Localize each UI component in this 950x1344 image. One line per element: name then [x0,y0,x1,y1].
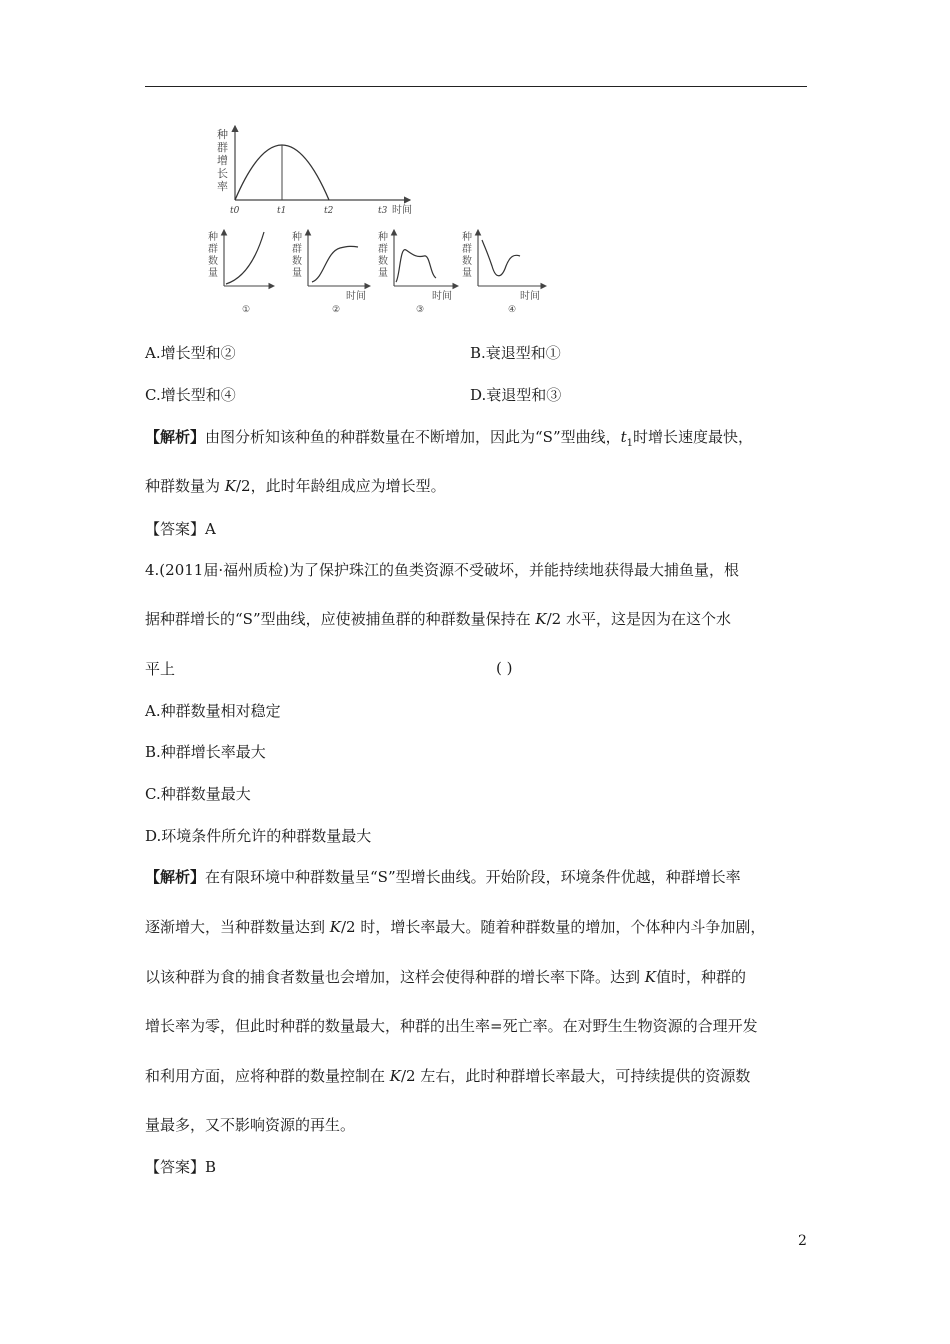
svg-text:群: 群 [208,244,218,255]
small-xlabel-2: 时间 [346,291,366,302]
small-xlabel-3: 时间 [432,291,452,302]
small-label-3: ③ [416,305,425,315]
q3-analysis-line-2: 种群数量为 K/2，此时年龄组成应为增长型。 [145,477,446,495]
figure-svg [190,118,550,318]
q4-option-b: B.种群增长率最大 [145,743,266,761]
top-ylabel-3: 长 [217,167,228,180]
tick-t0: t0 [230,206,240,216]
q4-stem-line-3: 平上 [145,660,176,678]
q3-option-a: A.增长型和② [145,344,236,362]
page-number: 2 [798,1233,807,1249]
q4-stem-line-1: 4.(2011届·福州质检)为了保护珠江的鱼类资源不受破坏，并能持续地获得最大捕鱼量，根 [145,561,739,579]
small-chart-1 [208,230,274,315]
tick-t3: t3 [378,206,388,216]
header-rule [145,86,807,87]
svg-text:群: 群 [462,244,472,255]
q3-option-d: D.衰退型和③ [470,386,562,404]
top-ylabel-1: 群 [217,141,228,154]
top-xlabel: 时间 [392,205,412,216]
q4-stem-line-2: 据种群增长的“S”型曲线，应使被捕鱼群的种群数量保持在 K/2 水平，这是因为在这个水 [145,610,731,628]
growth-rate-chart [217,126,412,216]
small-chart-2 [292,230,370,315]
curve-rise-fall [396,250,436,282]
svg-text:群: 群 [378,244,388,255]
svg-text:数: 数 [462,256,472,267]
q3-analysis-line-1: 【解析】由图分析知该种鱼的种群数量在不断增加，因此为“S”型曲线，$t_1$时增长速度最快， [145,428,754,449]
small-label-1: ① [242,305,251,315]
q4-option-a: A.种群数量相对稳定 [145,702,281,720]
svg-text:量: 量 [292,268,302,279]
q3-answer: 【答案】A [145,520,216,538]
small-xlabel-4: 时间 [520,291,540,302]
curve-dip [482,240,520,276]
population-growth-figure [190,118,550,318]
svg-text:量: 量 [378,268,388,279]
svg-text:量: 量 [462,268,472,279]
tick-t2: t2 [324,206,334,216]
svg-text:种: 种 [208,232,218,243]
q4-analysis-line-5: 和利用方面，应将种群的数量控制在 K/2 左右，此时种群增长率最大，可持续提供的资源数 [145,1067,751,1085]
small-chart-3 [378,230,458,315]
small-chart-4 [462,230,546,315]
top-ylabel-2: 增 [217,154,228,167]
svg-text:种: 种 [462,232,472,243]
curve-j [226,232,264,284]
svg-text:数: 数 [208,256,218,267]
svg-text:数: 数 [292,256,302,267]
q4-analysis-line-4: 增长率为零，但此时种群的数量最大，种群的出生率=死亡率。在对野生生物资源的合理开发 [145,1017,758,1035]
curve-s [312,246,358,282]
tick-t1: t1 [277,206,287,216]
q4-option-c: C.种群数量最大 [145,785,251,803]
q4-analysis-line-3: 以该种群为食的捕食者数量也会增加，这样会使得种群的增长率下降。达到 K值时，种群的 [145,968,747,986]
q4-analysis-line-1: 【解析】在有限环境中种群数量呈“S”型增长曲线。开始阶段，环境条件优越，种群增长率 [145,868,741,886]
q4-analysis-line-6: 量最多，又不影响资源的再生。 [145,1116,356,1134]
q3-option-c: C.增长型和④ [145,386,236,404]
q3-option-b: B.衰退型和① [470,344,561,362]
small-label-2: ② [332,305,341,315]
q4-option-d: D.环境条件所允许的种群数量最大 [145,827,372,845]
q4-answer-paren: ( ) [496,659,513,677]
top-ylabel-0: 种 [217,128,228,141]
svg-text:群: 群 [292,244,302,255]
top-ylabel-4: 率 [217,180,228,193]
svg-text:种: 种 [378,232,388,243]
svg-text:数: 数 [378,256,388,267]
small-label-4: ④ [508,305,517,315]
svg-text:量: 量 [208,268,218,279]
svg-text:种: 种 [292,232,302,243]
q4-answer: 【答案】B [145,1158,217,1176]
q4-analysis-line-2: 逐渐增大，当种群数量达到 K/2 时，增长率最大。随着种群数量的增加，个体种内斗争加剧， [145,918,766,936]
